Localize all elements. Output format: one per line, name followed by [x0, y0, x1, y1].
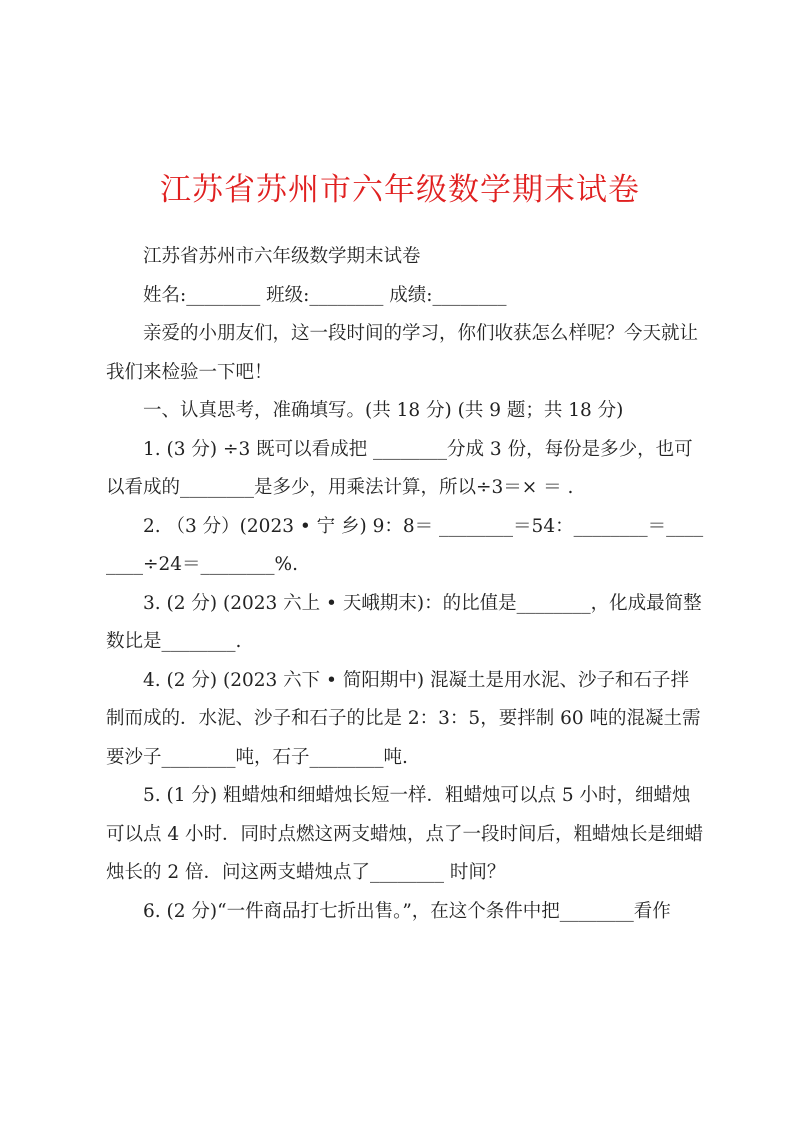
question-2: 2. （3 分）(2023 • 宁 乡) 9：8＝ ________＝54：________＝________÷24＝________%. — [106, 515, 704, 575]
intro-paragraph: 亲爱的小朋友们，这一段时间的学习，你们收获怎么样呢？今天就让我们来检验一下吧！ — [106, 323, 699, 383]
document-title: 江苏省苏州市六年级数学期末试卷 — [160, 172, 640, 208]
question-5: 5. (1 分) 粗蜡烛和细蜡烛长短一样．粗蜡烛可以点 5 小时，细蜡烛可以点 4 小时．同时点燃这两支蜡烛，点了一段时间后，粗蜡烛长是细蜡烛长的 2 倍．问这两支蜡烛点了________ 时间？ — [106, 785, 704, 883]
section-heading: 一、认真思考，准确填写。(共 18 分) (共 9 题；共 18 分) — [143, 400, 624, 421]
question-1: 1. (3 分) ÷3 既可以看成把 ________分成 3 份，每份是多少，也可以看成的________是多少，用乘法计算，所以÷3＝× ＝ . — [106, 438, 693, 498]
document-body — [106, 238, 706, 931]
question-6: 6. (2 分)“一件商品打七折出售。”，在这个条件中把________看作 — [143, 900, 671, 922]
question-4: 4. (2 分) (2023 六下 • 简阳期中) 混凝土是用水泥、沙子和石子拌制而成的．水泥、沙子和石子的比是 2：3：5，要拌制 60 吨的混凝土需要沙子________吨，石子________吨. — [106, 669, 701, 768]
subtitle-line: 江苏省苏州市六年级数学期末试卷 — [143, 246, 421, 267]
student-info-line: 姓名:________ 班级:________ 成绩:________ — [143, 284, 507, 306]
question-3: 3. (2 分) (2023 六上 • 天峨期末)：的比值是________，化成最简整数比是________. — [106, 592, 702, 652]
